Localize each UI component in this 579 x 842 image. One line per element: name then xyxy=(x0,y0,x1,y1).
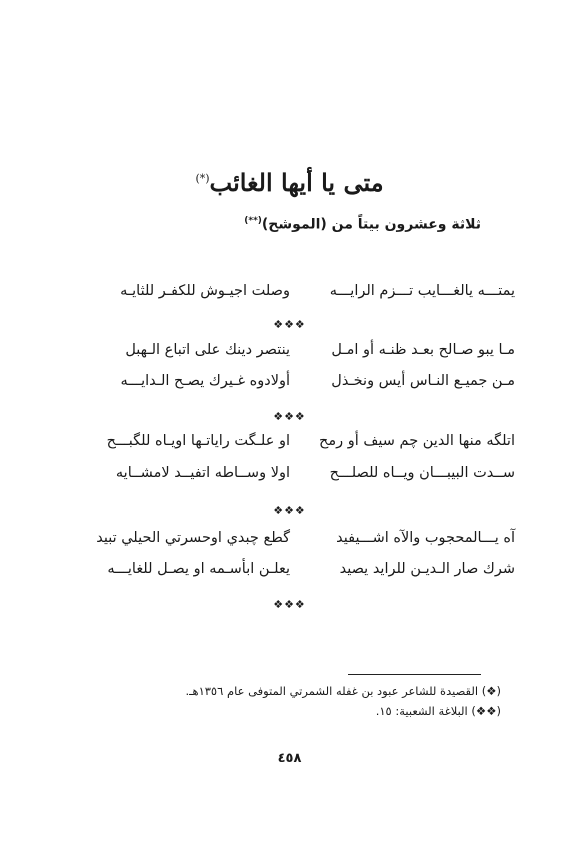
poem-title xyxy=(0,168,579,197)
verse-first-hemistich: يمتـــه يالغـــايب تـــزم الرايـــه xyxy=(329,283,515,299)
page-number: ٤٥٨ xyxy=(277,751,302,766)
verse-line xyxy=(60,530,515,552)
verse-first-hemistich: مـن جميـع النـاس أيس ونخـذل xyxy=(331,373,515,389)
verse-line xyxy=(60,433,515,455)
verse-first-hemistich: شرك صار الـديـن للرايد يصيد xyxy=(339,561,515,577)
stanza-separator: ❖❖❖ xyxy=(273,410,306,423)
verse-second-hemistich: وصلت اجيـوش للكفـر للثايـه xyxy=(120,283,290,299)
verse-line xyxy=(60,373,515,395)
footnote-source: (❖❖) البلاغة الشعبية: ١٥. xyxy=(375,704,501,718)
verse-line xyxy=(60,561,515,583)
verse-first-hemistich: اتلگه منها الدين چم سيف أو رمح xyxy=(319,433,515,449)
verse-second-hemistich: ينتصر دينك على اتباع الـهبل xyxy=(125,342,290,358)
verse-second-hemistich: گطع چبدي اوحسرتي الحيلي تبيد xyxy=(96,530,290,546)
verse-line xyxy=(60,283,515,305)
verse-line xyxy=(60,465,515,487)
subtitle-footnote-mark: (**) xyxy=(244,216,262,226)
stanza-separator: ❖❖❖ xyxy=(273,318,306,331)
title-footnote-mark: (*) xyxy=(195,172,210,185)
verse-line xyxy=(60,342,515,364)
footnote-poet: (❖) القصيدة للشاعر عبود بن غفله الشمرتي المتوفى عام ١٣٥٦هـ. xyxy=(185,684,501,698)
verse-second-hemistich: اولا وســاطه اتفيــد لامشــايه xyxy=(115,465,290,481)
footnote-divider xyxy=(348,674,481,675)
verse-second-hemistich: يعلـن ابأسـمه او يصـل للغايـــه xyxy=(107,561,290,577)
poem-subtitle xyxy=(244,216,481,233)
verse-first-hemistich: ســدت البيبـــان ويــاه للصلـــح xyxy=(329,465,515,481)
stanza-separator: ❖❖❖ xyxy=(273,504,306,517)
verse-second-hemistich: او علـگت راياتـها اويـاه للگبـــح xyxy=(106,433,290,449)
poem-subtitle-text: ثلاثة وعشرون بيتاً من (الموشح) xyxy=(261,216,481,233)
verse-second-hemistich: أولادوه غـيرك يصـح الـدايـــه xyxy=(120,373,290,389)
stanza-separator: ❖❖❖ xyxy=(273,598,306,611)
verse-first-hemistich: مـا يبو صـالح بعـد ظنـه أو امـل xyxy=(331,342,515,358)
poem-title-text: متى يا أيها الغائب xyxy=(209,168,384,197)
verse-first-hemistich: آه يـــالمحجوب والآه اشـــيفيد xyxy=(336,530,515,546)
